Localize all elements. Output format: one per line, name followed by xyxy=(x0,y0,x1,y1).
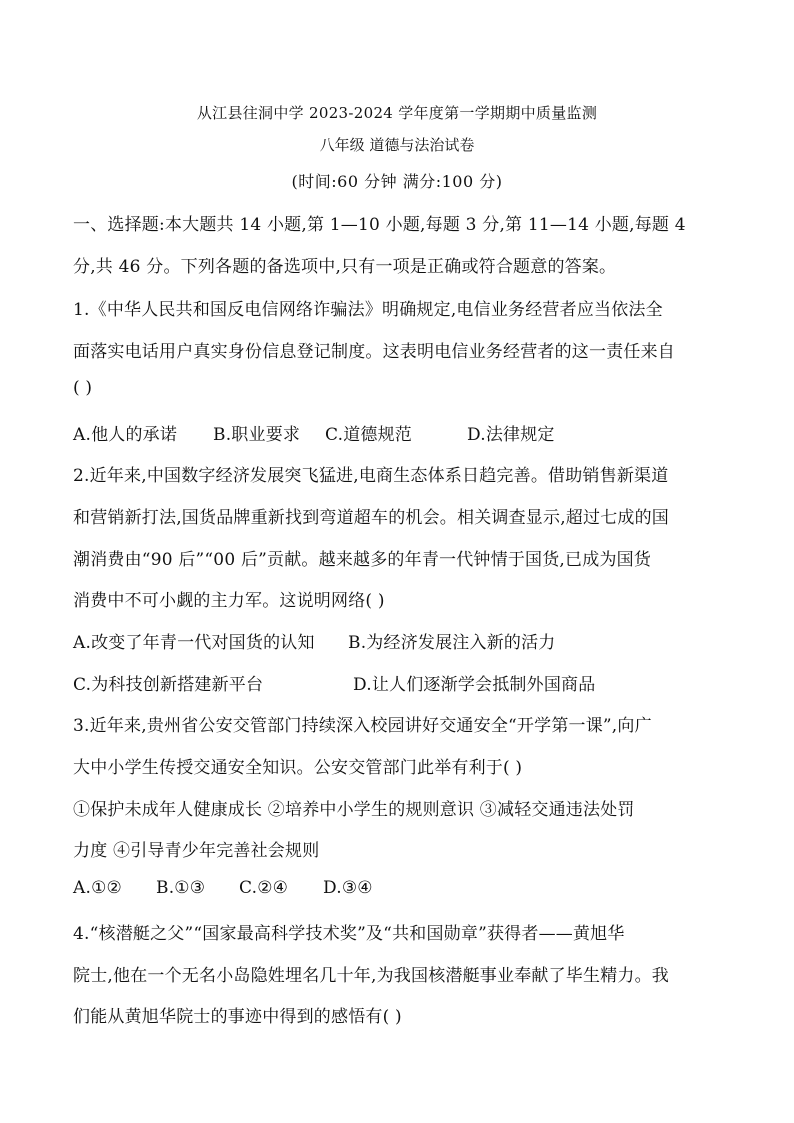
question-1-option-c[interactable]: C.道德规范 xyxy=(325,425,413,445)
question-2-stem: 潮消费由“90 后”“00 后”贡献。越来越多的年青一代钟情于国货,已成为国货 xyxy=(73,550,652,570)
question-4-stem: 4.“核潜艇之父”“国家最高科学技术奖”及“共和国勋章”获得者——黄旭华 xyxy=(73,924,625,944)
question-1-option-d[interactable]: D.法律规定 xyxy=(467,425,555,445)
question-2-options-row2 xyxy=(73,670,595,695)
question-3-option-b[interactable]: B.①③ xyxy=(156,878,206,898)
question-2-option-c[interactable]: C.为科技创新搭建新平台 xyxy=(73,675,264,695)
question-3-option-a[interactable]: A.①② xyxy=(73,878,122,898)
question-3-stem: 3.近年来,贵州省公安交管部门持续深入校园讲好交通安全“开学第一课”,向广 xyxy=(73,716,652,736)
school-exam-title: 从江县往洞中学 2023-2024 学年度第一学期期中质量监测 xyxy=(196,104,598,122)
question-1-stem: ( ) xyxy=(73,378,93,398)
question-2-stem: 消费中不可小觑的主力军。这说明网络( ) xyxy=(73,591,385,611)
question-2-option-a[interactable]: A.改变了年青一代对国货的认知 xyxy=(73,633,315,653)
question-2-option-b[interactable]: B.为经济发展注入新的活力 xyxy=(348,633,556,653)
question-2-options-row1 xyxy=(73,628,556,653)
question-1-stem: 1.《中华人民共和国反电信网络诈骗法》明确规定,电信业务经营者应当依法全 xyxy=(73,300,663,320)
subject-title: 八年级 道德与法治试卷 xyxy=(319,136,475,154)
question-2-stem: 和营销新打法,国货品牌重新找到弯道超车的机会。相关调查显示,超过七成的国 xyxy=(73,508,670,528)
section-intro-line: 分,共 46 分。下列各题的备选项中,只有一项是正确或符合题意的答案。 xyxy=(73,257,617,277)
question-3-option-d[interactable]: D.③④ xyxy=(323,878,373,898)
time-and-score-info: (时间:60 分钟 满分:100 分) xyxy=(291,172,503,191)
question-3-statements: ①保护未成年人健康成长 ②培养中小学生的规则意识 ③减轻交通违法处罚 xyxy=(73,800,635,820)
question-3-stem: 大中小学生传授交通安全知识。公安交管部门此举有利于( ) xyxy=(73,758,523,778)
question-3-statements: 力度 ④引导青少年完善社会规则 xyxy=(73,841,320,861)
question-4-stem: 们能从黄旭华院士的事迹中得到的感悟有( ) xyxy=(73,1007,402,1027)
section-intro-line: 一、选择题:本大题共 14 小题,第 1—10 小题,每题 3 分,第 11—14 小题,每题 4 xyxy=(73,215,686,235)
question-1-option-a[interactable]: A.他人的承诺 xyxy=(73,425,178,445)
question-4-stem: 院士,他在一个无名小岛隐姓埋名几十年,为我国核潜艇事业奉献了毕生精力。我 xyxy=(73,966,670,986)
question-2-stem: 2.近年来,中国数字经济发展突飞猛进,电商生态体系日趋完善。借助销售新渠道 xyxy=(73,466,669,486)
question-1-option-b[interactable]: B.职业要求 xyxy=(213,425,301,445)
question-1-stem: 面落实电话用户真实身份信息登记制度。这表明电信业务经营者的这一责任来自 xyxy=(73,342,675,362)
question-3-options xyxy=(73,878,373,898)
question-1-options xyxy=(73,420,555,445)
question-2-option-d[interactable]: D.让人们逐渐学会抵制外国商品 xyxy=(353,675,596,695)
question-3-option-c[interactable]: C.②④ xyxy=(239,878,289,898)
